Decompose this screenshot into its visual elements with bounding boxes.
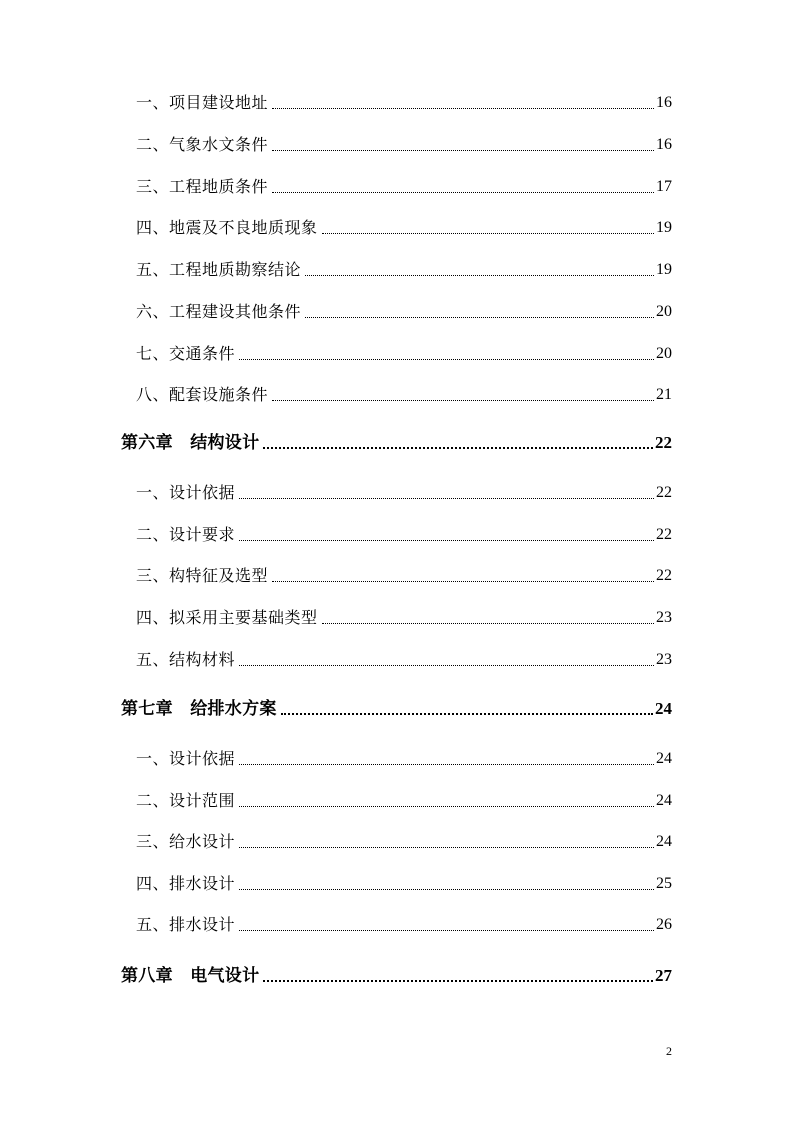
dot-leader — [305, 317, 654, 318]
dot-leader — [322, 233, 654, 234]
dot-leader — [239, 359, 654, 360]
toc-entry-title: 一、项目建设地址 — [136, 93, 269, 112]
toc-chapter-entry[interactable] — [0, 699, 794, 723]
dot-leader — [239, 930, 654, 931]
toc-entry-title: 四、排水设计 — [136, 874, 236, 893]
dot-leader — [272, 400, 654, 401]
toc-entry-title: 四、拟采用主要基础类型 — [136, 608, 318, 627]
toc-entry[interactable] — [0, 608, 794, 632]
dot-leader — [263, 980, 653, 982]
toc-entry-title: 一、设计依据 — [136, 483, 236, 502]
dot-leader — [272, 108, 654, 109]
toc-entry-page: 16 — [656, 94, 672, 111]
toc-entry-title: 五、排水设计 — [136, 915, 236, 934]
toc-entry[interactable] — [0, 915, 794, 939]
toc-entry-page: 22 — [655, 433, 672, 452]
toc-entry-page: 24 — [655, 699, 672, 718]
dot-leader — [281, 713, 653, 715]
toc-entry[interactable] — [0, 344, 794, 368]
toc-entry-page: 24 — [656, 792, 672, 809]
toc-entry-page: 20 — [656, 303, 672, 320]
toc-entry[interactable] — [0, 749, 794, 773]
dot-leader — [239, 540, 654, 541]
toc-entry-title: 五、结构材料 — [136, 650, 236, 669]
toc-entry-page: 16 — [656, 136, 672, 153]
toc-entry-title: 三、给水设计 — [136, 832, 236, 851]
toc-entry-page: 25 — [656, 875, 672, 892]
toc-entry-title: 二、设计范围 — [136, 791, 236, 810]
toc-entry-title: 第六章 结构设计 — [121, 433, 260, 453]
toc-entry[interactable] — [0, 791, 794, 815]
toc-entry-page: 17 — [656, 178, 672, 195]
toc-entry-page: 24 — [656, 833, 672, 850]
toc-entry[interactable] — [0, 218, 794, 242]
dot-leader — [239, 806, 654, 807]
toc-entry[interactable] — [0, 302, 794, 326]
toc-entry-title: 三、构特征及选型 — [136, 566, 269, 585]
dot-leader — [272, 150, 654, 151]
toc-entry-title: 五、工程地质勘察结论 — [136, 260, 302, 279]
toc-entry-page: 27 — [655, 966, 672, 985]
toc-entry-page: 22 — [656, 526, 672, 543]
toc-entry-page: 23 — [656, 651, 672, 668]
toc-entry-title: 第七章 给排水方案 — [121, 699, 277, 719]
toc-entry-page: 24 — [656, 750, 672, 767]
toc-entry[interactable] — [0, 260, 794, 284]
dot-leader — [239, 665, 654, 666]
dot-leader — [272, 581, 654, 582]
page-number: 2 — [666, 1044, 672, 1058]
toc-entry-title: 八、配套设施条件 — [136, 385, 269, 404]
toc-entry-page: 26 — [656, 916, 672, 933]
toc-entry-page: 22 — [656, 484, 672, 501]
toc-entry-page: 21 — [656, 386, 672, 403]
toc-entry-title: 七、交通条件 — [136, 344, 236, 363]
toc-entry-title: 二、气象水文条件 — [136, 135, 269, 154]
dot-leader — [305, 275, 654, 276]
toc-chapter-entry[interactable] — [0, 966, 794, 990]
toc-entry[interactable] — [0, 525, 794, 549]
toc-entry-page: 19 — [656, 261, 672, 278]
dot-leader — [239, 889, 654, 890]
toc-entry-page: 19 — [656, 219, 672, 236]
toc-entry[interactable] — [0, 135, 794, 159]
toc-entry[interactable] — [0, 650, 794, 674]
toc-entry-page: 20 — [656, 345, 672, 362]
toc-entry[interactable] — [0, 566, 794, 590]
toc-entry-title: 六、工程建设其他条件 — [136, 302, 302, 321]
toc-entry-title: 三、工程地质条件 — [136, 177, 269, 196]
toc-entry-title: 四、地震及不良地质现象 — [136, 218, 318, 237]
toc-entry-title: 第八章 电气设计 — [121, 966, 260, 986]
dot-leader — [239, 847, 654, 848]
toc-entry[interactable] — [0, 177, 794, 201]
dot-leader — [263, 447, 653, 449]
dot-leader — [322, 623, 654, 624]
dot-leader — [239, 764, 654, 765]
toc-entry-page: 22 — [656, 567, 672, 584]
toc-entry[interactable] — [0, 483, 794, 507]
toc-entry-page: 23 — [656, 609, 672, 626]
toc-entry[interactable] — [0, 93, 794, 117]
toc-entry[interactable] — [0, 832, 794, 856]
toc-entry-title: 二、设计要求 — [136, 525, 236, 544]
dot-leader — [239, 498, 654, 499]
toc-entry[interactable] — [0, 874, 794, 898]
toc-entry-title: 一、设计依据 — [136, 749, 236, 768]
toc-chapter-entry[interactable] — [0, 433, 794, 457]
toc-entry[interactable] — [0, 385, 794, 409]
dot-leader — [272, 192, 654, 193]
